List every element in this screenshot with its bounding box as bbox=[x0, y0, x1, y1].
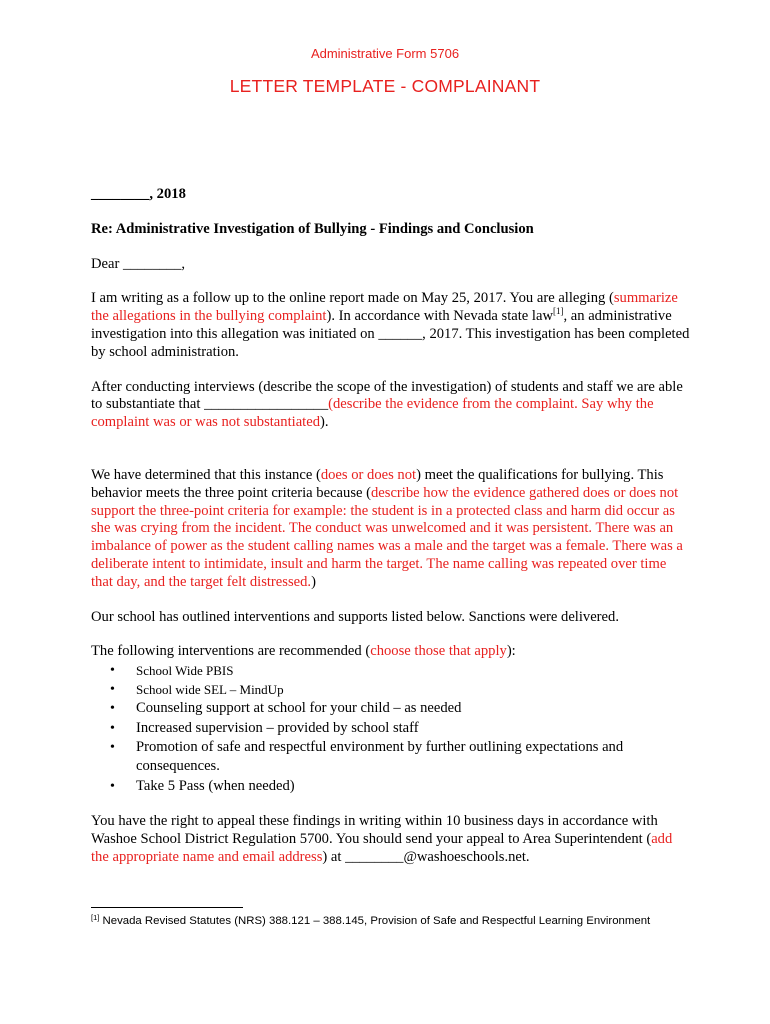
paragraph-appeal bbox=[91, 813, 691, 866]
letter-body bbox=[91, 186, 691, 884]
subject-line: Re: Administrative Investigation of Bullying - Findings and Conclusion bbox=[91, 220, 534, 237]
footnote bbox=[91, 915, 711, 927]
instruction-text: add the appropriate name and email address bbox=[91, 830, 673, 865]
letter-date: ________, 2018 bbox=[91, 186, 186, 202]
page-title: LETTER TEMPLATE - COMPLAINANT bbox=[229, 76, 541, 96]
interventions-list bbox=[91, 661, 691, 796]
paragraph-determination bbox=[91, 467, 691, 592]
text-run: ) bbox=[311, 573, 316, 590]
paragraph-follow-up bbox=[91, 290, 691, 361]
text-run: ) at ________@washoeschools.net. bbox=[322, 848, 530, 865]
footnote-marker: [1] bbox=[91, 913, 100, 922]
text-run: You have the right to appeal these findings in writing within 10 business days in accordance with Washoe School District Regulation 5700. You should send your appeal to Area Superintendent ( bbox=[91, 813, 658, 847]
text-run: ). bbox=[320, 414, 329, 431]
paragraph-interventions-outline: Our school has outlined interventions and supports listed below. Sanctions were delivered. bbox=[91, 608, 619, 625]
instruction-text: summarize the allegations in the bullying complaint bbox=[91, 290, 678, 325]
text-run: I am writing as a follow up to the online report made on May 25, 2017. You are alleging ( bbox=[91, 290, 614, 307]
text-run: The following interventions are recommended ( bbox=[91, 643, 371, 660]
instruction-text: describe how the evidence gathered does or does not support the three-point criteria for example: the student is in a protected class and harm did occur as she was crying from the incident. The conduct was unwelcomed and it was persistent. There was an imbalance of power as the student calling names was a male and the target was a female. There was a deliberate intent to intimidate, insult and harm the target. The name calling was repeated over time that day, and the target felt distressed. bbox=[91, 484, 683, 590]
text-run: We have determined that this instance ( bbox=[91, 466, 321, 483]
text-run: ). In accordance with Nevada state law bbox=[326, 308, 553, 325]
footnote-text: Nevada Revised Statutes (NRS) 388.121 – 388.145, Provision of Safe and Respectful Learning Environment bbox=[99, 915, 651, 927]
footnote-divider bbox=[91, 907, 243, 908]
list-item: • School Wide PBIS bbox=[136, 661, 691, 680]
instruction-text: does or does not bbox=[320, 466, 417, 483]
list-item: • Counseling support at school for your child – as needed bbox=[136, 699, 691, 718]
list-item: • Promotion of safe and respectful environment by further outlining expectations and consequences. bbox=[136, 738, 691, 777]
text-run: ): bbox=[506, 643, 516, 660]
paragraph-recommended bbox=[91, 643, 691, 661]
form-number: Administrative Form 5706 bbox=[310, 46, 460, 61]
salutation: Dear ________, bbox=[91, 255, 186, 272]
paragraph-investigation bbox=[91, 379, 691, 432]
list-item: • School wide SEL – MindUp bbox=[136, 680, 691, 699]
text-run: After conducting interviews (describe the scope of the investigation) of students and staff we are able to substantiate that _________________ bbox=[91, 378, 683, 413]
list-item: • Increased supervision – provided by school staff bbox=[136, 719, 691, 738]
text-run: ) meet the qualifications for bullying. This behavior meets the three point criteria because ( bbox=[91, 466, 664, 501]
instruction-text: choose those that apply bbox=[370, 643, 507, 660]
text-run: , an administrative investigation into this allegation was initiated on ______, 2017. This investigation has been completed by school administration. bbox=[91, 308, 690, 360]
footnote-reference[interactable]: [1] bbox=[552, 306, 564, 317]
list-item: • Take 5 Pass (when needed) bbox=[136, 777, 691, 796]
instruction-text: (describe the evidence from the complaint. Say why the complaint was or was not substantiated bbox=[91, 396, 654, 431]
